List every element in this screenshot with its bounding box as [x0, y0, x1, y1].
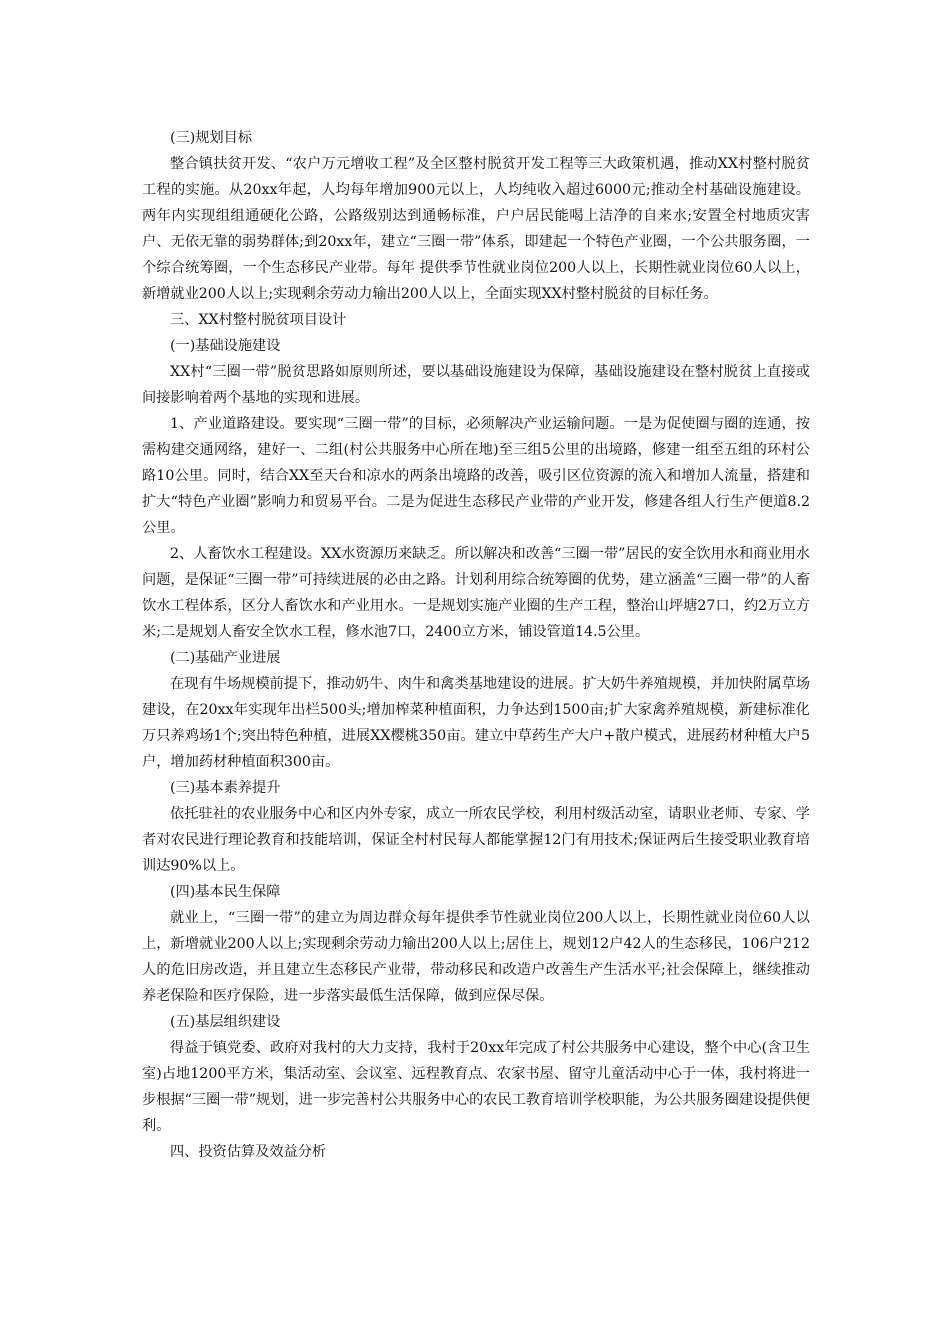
subheading-quality-improvement: (三)基本素养提升 — [170, 780, 281, 796]
section-heading-planning-goals: (三)规划目标 — [170, 130, 253, 146]
paragraph-road-construction: 1、产业道路建设。要实现“三圈一带”的目标，必须解决产业运输问题。一是为促使圈与圈的连通，按需构建交通网络，建好一、二组(村公共服务中心所在地)至三组5公里的出境路，修建一组至五组的环村公路10公里。同时，结合XX至天台和凉水的两条出境路的改善，吸引区位资源的流入和增加人流量，搭建和扩大“特色产业圈”影响力和贸易平台。二是为促进生态移民产业带的产业开发，修建各组人行生产便道8.2公里。 — [142, 416, 810, 536]
subheading-industry-development: (二)基础产业进展 — [170, 650, 281, 666]
subheading-infrastructure: (一)基础设施建设 — [170, 338, 281, 354]
paragraph-grassroots-organization: 得益于镇党委、政府对我村的大力支持，我村于20xx年完成了村公共服务中心建设，整个中心(含卫生室)占地1200平方米，集活动室、会议室、远程教育点、农家书屋、留守儿童活动中心于一体，我村将进一步根据“三圈一带”规划，进一步完善村公共服务中心的农民工教育培训学校职能，为公共服务圈建设提供便利。 — [142, 1040, 811, 1134]
subheading-grassroots-organization: (五)基层组织建设 — [170, 1014, 281, 1030]
paragraph-planning-goals: 整合镇扶贫开发、“农户万元增收工程”及全区整村脱贫开发工程等三大政策机遇，推动XX村整村脱贫工程的实施。从20xx年起，人均每年增加900元以上，人均纯收入超过6000元;推动全村基础设施建设。两年内实现组组通硬化公路，公路级别达到通畅标准，户户居民能喝上洁净的自来水;安置全村地质灾害户、无依无靠的弱势群体;到20xx年，建立“三圈一带”体系，即建起一个特色产业圈，一个公共服务圈，一个综合统筹圈，一个生态移民产业带。每年 提供季节性就业岗位200人以上，长期性就业岗位60人以上，新增就业200人以上;实现剩余劳动力输出200人以上，全面实现XX村整村脱贫的目标任务。 — [142, 156, 810, 302]
paragraph-livelihood-security: 就业上，“三圈一带”的建立为周边群众每年提供季节性就业岗位200人以上，长期性就业岗位60人以上，新增就业200人以上;实现剩余劳动力输出200人以上;居住上，规划12户42人的生态移民，106户212人的危旧房改造，并且建立生态移民产业带，带动移民和改造户改善生产生活水平;社会保障上，继续推动养老保险和医疗保险，进一步落实最低生活保障，做到应保尽保。 — [142, 910, 810, 1004]
section-heading-investment-analysis: 四、投资估算及效益分析 — [170, 1144, 327, 1160]
paragraph-infrastructure-intro: XX村“三圈一带”脱贫思路如原则所述，要以基础设施建设为保障，基础设施建设在整村脱贫上直接或间接影响着两个基地的实现和进展。 — [142, 364, 810, 406]
subheading-livelihood-security: (四)基本民生保障 — [170, 884, 281, 900]
section-heading-project-design: 三、XX村整村脱贫项目设计 — [170, 312, 347, 328]
paragraph-water-project: 2、人畜饮水工程建设。XX水资源历来缺乏。所以解决和改善“三圈一带”居民的安全饮用水和商业用水问题，是保证“三圈一带”可持续进展的必由之路。计划利用综合统筹圈的优势，建立涵盖“三圈一带”的人畜饮水工程体系，区分人畜饮水和产业用水。一是规划实施产业圈的生产工程，整治山坪塘27口，约2万立方米;二是规划人畜安全饮水工程，修水池7口，2400立方米，铺设管道14.5公里。 — [142, 546, 810, 640]
paragraph-quality-improvement: 依托驻社的农业服务中心和区内外专家，成立一所农民学校，利用村级活动室，请职业老师、专家、学者对农民进行理论教育和技能培训，保证全村村民每人都能掌握12门有用技术;保证两后生接受职业教育培训达90%以上。 — [142, 806, 810, 874]
paragraph-industry-development: 在现有牛场规模前提下，推动奶牛、肉牛和禽类基地建设的进展。扩大奶牛养殖规模，并加快附属草场建设，在20xx年实现年出栏500头;增加榨菜种植面积，力争达到1500亩;扩大家禽养殖规模，新建标准化万只养鸡场1个;突出特色种植，进展XX樱桃350亩。建立中草药生产大户+散户模式，进展药材种植大户5户，增加药材种植面积300亩。 — [142, 676, 810, 770]
document-page — [142, 125, 810, 1165]
